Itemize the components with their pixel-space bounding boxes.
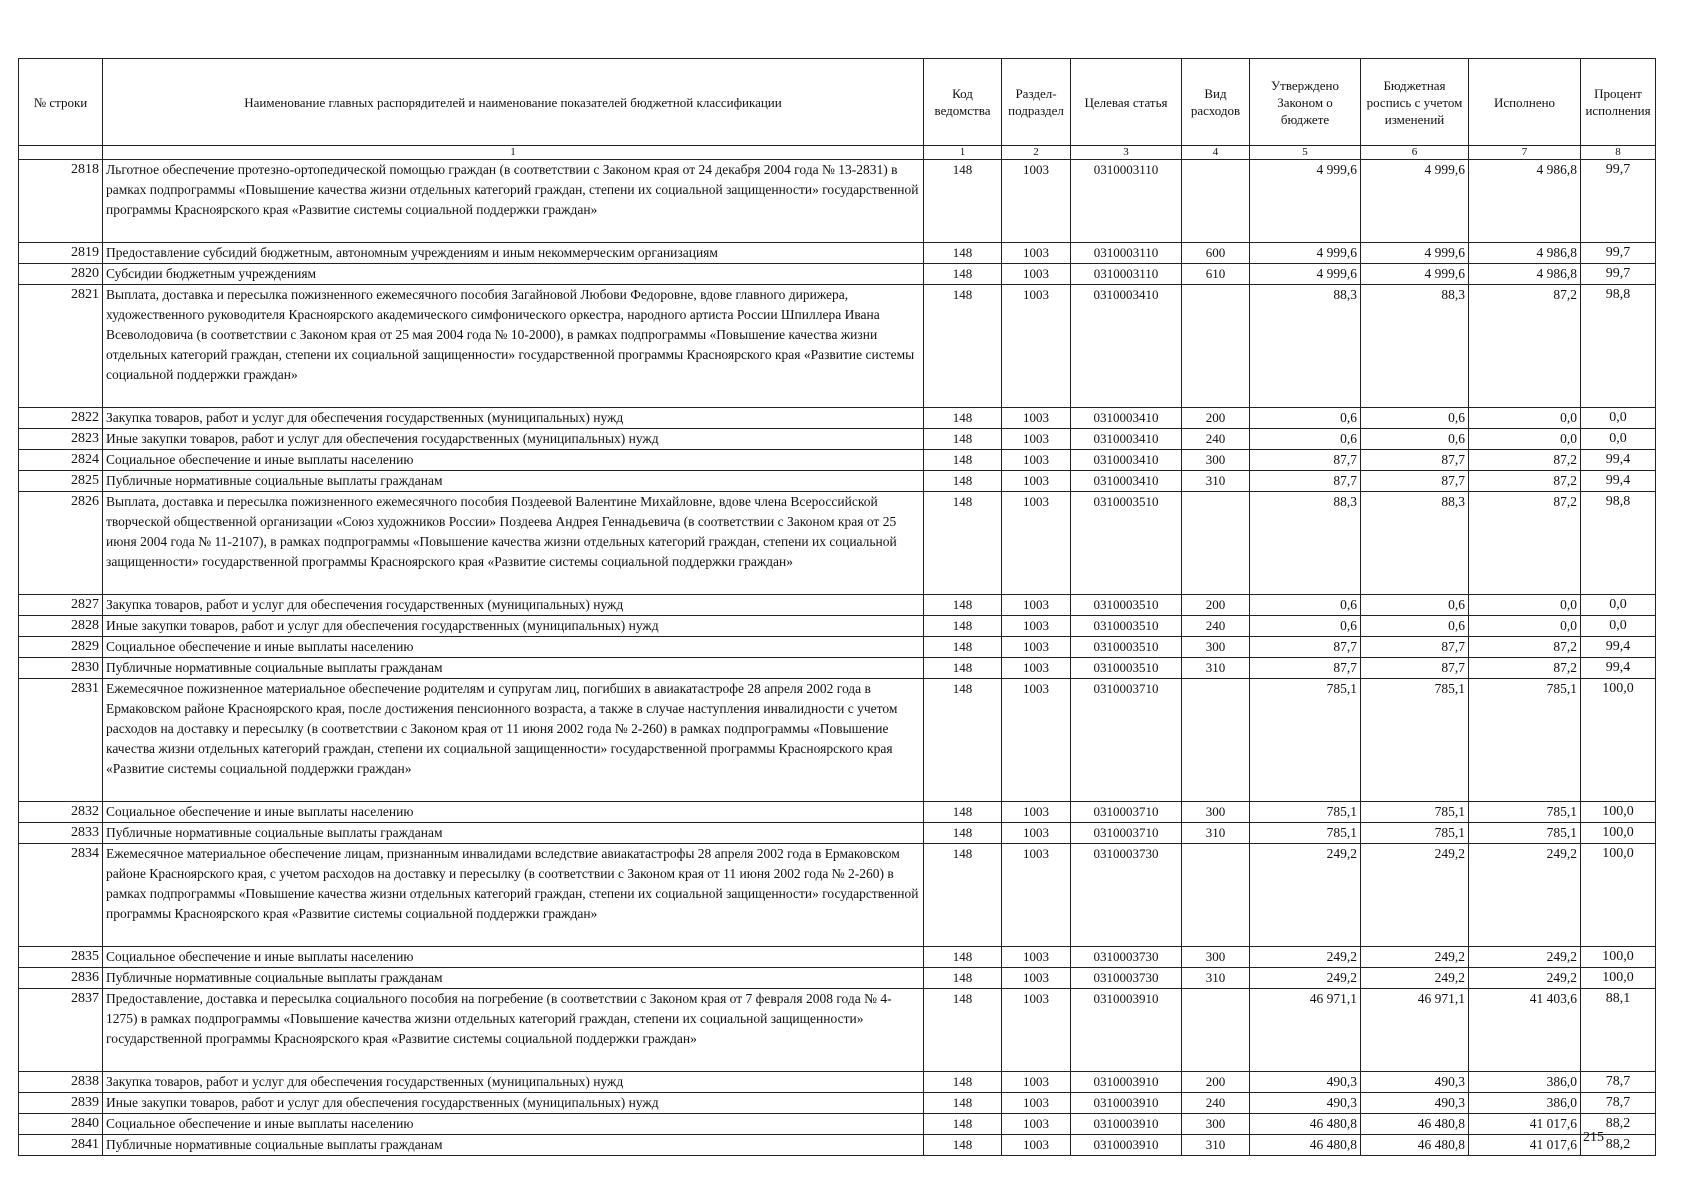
column-number: 1 — [924, 146, 1002, 160]
dept-code: 148 — [924, 408, 1002, 429]
schedule-amount: 88,3 — [1361, 285, 1469, 408]
table-row — [19, 285, 1656, 408]
expense-kind — [1182, 285, 1250, 408]
executed-amount: 785,1 — [1469, 679, 1581, 802]
indicator-name: Закупка товаров, работ и услуг для обеспечения государственных (муниципальных) нужд — [103, 595, 924, 616]
table-row — [19, 1072, 1656, 1093]
schedule-amount: 0,6 — [1361, 595, 1469, 616]
section-code: 1003 — [1002, 989, 1071, 1072]
executed-amount: 87,2 — [1469, 471, 1581, 492]
dept-code: 148 — [924, 989, 1002, 1072]
column-number — [19, 146, 103, 160]
dept-code: 148 — [924, 492, 1002, 595]
schedule-amount: 46 480,8 — [1361, 1135, 1469, 1156]
expense-kind: 310 — [1182, 823, 1250, 844]
indicator-name: Публичные нормативные социальные выплаты гражданам — [103, 1135, 924, 1156]
row-number: 2826 — [19, 492, 103, 595]
table-row — [19, 408, 1656, 429]
indicator-name: Ежемесячное материальное обеспечение лицам, признанным инвалидами вследствие авиакатастрофы 28 апреля 2002 года в Ермаковском районе Красноярского края, с учетом расходов на доставку и пересылку (в соответствии с Законом края от 11 июня 2002 года № 2-260) в рамках подпрограммы «Повышение качества жизни отдельных категорий граждан, степени их социальной защищенности» государственной программы Красноярского края «Развитие системы социальной поддержки граждан» — [103, 844, 924, 947]
dept-code: 148 — [924, 679, 1002, 802]
dept-code: 148 — [924, 595, 1002, 616]
column-number: 6 — [1361, 146, 1469, 160]
schedule-amount: 0,6 — [1361, 429, 1469, 450]
expense-kind: 310 — [1182, 658, 1250, 679]
header-row — [19, 59, 1656, 146]
expense-kind: 310 — [1182, 471, 1250, 492]
section-code: 1003 — [1002, 1093, 1071, 1114]
execution-percent: 100,0 — [1581, 823, 1656, 844]
schedule-amount: 0,6 — [1361, 408, 1469, 429]
dept-code: 148 — [924, 243, 1002, 264]
executed-amount: 4 986,8 — [1469, 264, 1581, 285]
approved-amount: 785,1 — [1250, 679, 1361, 802]
expense-kind — [1182, 679, 1250, 802]
expense-kind: 300 — [1182, 450, 1250, 471]
approved-amount: 785,1 — [1250, 823, 1361, 844]
row-number: 2841 — [19, 1135, 103, 1156]
indicator-name: Предоставление субсидий бюджетным, автономным учреждениям и иным некоммерческим организациям — [103, 243, 924, 264]
row-number: 2824 — [19, 450, 103, 471]
row-number: 2820 — [19, 264, 103, 285]
execution-percent: 99,7 — [1581, 243, 1656, 264]
section-code: 1003 — [1002, 947, 1071, 968]
execution-percent: 0,0 — [1581, 429, 1656, 450]
column-number: 1 — [103, 146, 924, 160]
table-row — [19, 679, 1656, 802]
target-article: 0310003410 — [1071, 450, 1182, 471]
schedule-amount: 4 999,6 — [1361, 264, 1469, 285]
approved-amount: 87,7 — [1250, 658, 1361, 679]
expense-kind — [1182, 160, 1250, 243]
dept-code: 148 — [924, 450, 1002, 471]
row-number: 2825 — [19, 471, 103, 492]
dept-code: 148 — [924, 1072, 1002, 1093]
target-article: 0310003710 — [1071, 679, 1182, 802]
dept-code: 148 — [924, 823, 1002, 844]
executed-amount: 41 017,6 — [1469, 1135, 1581, 1156]
dept-code: 148 — [924, 285, 1002, 408]
header-expense-kind: Вид расходов — [1182, 59, 1250, 146]
schedule-amount: 46 971,1 — [1361, 989, 1469, 1072]
approved-amount: 785,1 — [1250, 802, 1361, 823]
table-row — [19, 429, 1656, 450]
dept-code: 148 — [924, 429, 1002, 450]
target-article: 0310003110 — [1071, 160, 1182, 243]
table-row — [19, 1114, 1656, 1135]
target-article: 0310003510 — [1071, 595, 1182, 616]
schedule-amount: 785,1 — [1361, 823, 1469, 844]
target-article: 0310003910 — [1071, 1114, 1182, 1135]
approved-amount: 88,3 — [1250, 492, 1361, 595]
row-number: 2831 — [19, 679, 103, 802]
approved-amount: 4 999,6 — [1250, 264, 1361, 285]
executed-amount: 785,1 — [1469, 823, 1581, 844]
row-number: 2834 — [19, 844, 103, 947]
approved-amount: 490,3 — [1250, 1072, 1361, 1093]
expense-kind: 300 — [1182, 947, 1250, 968]
table-row — [19, 823, 1656, 844]
execution-percent: 99,7 — [1581, 264, 1656, 285]
indicator-name: Иные закупки товаров, работ и услуг для обеспечения государственных (муниципальных) нужд — [103, 429, 924, 450]
expense-kind: 240 — [1182, 429, 1250, 450]
table-row — [19, 160, 1656, 243]
header-dept-code: Код ведомства — [924, 59, 1002, 146]
executed-amount: 249,2 — [1469, 947, 1581, 968]
table-row — [19, 616, 1656, 637]
executed-amount: 4 986,8 — [1469, 160, 1581, 243]
target-article: 0310003730 — [1071, 947, 1182, 968]
expense-kind: 200 — [1182, 595, 1250, 616]
dept-code: 148 — [924, 1114, 1002, 1135]
executed-amount: 0,0 — [1469, 429, 1581, 450]
target-article: 0310003410 — [1071, 429, 1182, 450]
row-number: 2830 — [19, 658, 103, 679]
page-number: 215 — [1583, 1130, 1604, 1145]
execution-percent: 0,0 — [1581, 616, 1656, 637]
target-article: 0310003710 — [1071, 802, 1182, 823]
executed-amount: 41 403,6 — [1469, 989, 1581, 1072]
approved-amount: 490,3 — [1250, 1093, 1361, 1114]
indicator-name: Иные закупки товаров, работ и услуг для обеспечения государственных (муниципальных) нужд — [103, 616, 924, 637]
executed-amount: 87,2 — [1469, 285, 1581, 408]
header-executed: Исполнено — [1469, 59, 1581, 146]
schedule-amount: 785,1 — [1361, 679, 1469, 802]
row-number: 2836 — [19, 968, 103, 989]
target-article: 0310003910 — [1071, 1135, 1182, 1156]
indicator-name: Субсидии бюджетным учреждениям — [103, 264, 924, 285]
target-article: 0310003730 — [1071, 968, 1182, 989]
approved-amount: 0,6 — [1250, 616, 1361, 637]
execution-percent: 99,4 — [1581, 637, 1656, 658]
indicator-name: Публичные нормативные социальные выплаты гражданам — [103, 658, 924, 679]
schedule-amount: 249,2 — [1361, 844, 1469, 947]
section-code: 1003 — [1002, 492, 1071, 595]
dept-code: 148 — [924, 968, 1002, 989]
table-row — [19, 802, 1656, 823]
approved-amount: 46 480,8 — [1250, 1114, 1361, 1135]
execution-percent: 100,0 — [1581, 679, 1656, 802]
section-code: 1003 — [1002, 264, 1071, 285]
table-row — [19, 637, 1656, 658]
schedule-amount: 87,7 — [1361, 450, 1469, 471]
executed-amount: 4 986,8 — [1469, 243, 1581, 264]
target-article: 0310003710 — [1071, 823, 1182, 844]
column-number: 5 — [1250, 146, 1361, 160]
approved-amount: 249,2 — [1250, 947, 1361, 968]
expense-kind — [1182, 989, 1250, 1072]
approved-amount: 88,3 — [1250, 285, 1361, 408]
indicator-name: Предоставление, доставка и пересылка социального пособия на погребение (в соответствии с Законом края от 7 февраля 2008 года № 4-1275) в рамках подпрограммы «Повышение качества жизни отдельных категорий граждан, степени их социальной защищенности» государственной программы Красноярского края «Развитие системы социальной поддержки граждан» — [103, 989, 924, 1072]
executed-amount: 87,2 — [1469, 450, 1581, 471]
expense-kind: 200 — [1182, 1072, 1250, 1093]
indicator-name: Публичные нормативные социальные выплаты гражданам — [103, 471, 924, 492]
target-article: 0310003510 — [1071, 637, 1182, 658]
table-row — [19, 264, 1656, 285]
execution-percent: 99,4 — [1581, 658, 1656, 679]
table-row — [19, 243, 1656, 264]
section-code: 1003 — [1002, 968, 1071, 989]
target-article: 0310003910 — [1071, 1072, 1182, 1093]
execution-percent: 100,0 — [1581, 844, 1656, 947]
dept-code: 148 — [924, 947, 1002, 968]
schedule-amount: 88,3 — [1361, 492, 1469, 595]
section-code: 1003 — [1002, 658, 1071, 679]
table-body — [19, 160, 1656, 1156]
section-code: 1003 — [1002, 243, 1071, 264]
indicator-name: Выплата, доставка и пересылка пожизненного ежемесячного пособия Поздеевой Валентине Михайловне, вдове члена Всероссийской творческой общественной организации «Союз художников России» Поздеева Андрея Геннадьевича (в соответствии с Законом края от 25 июня 2004 года № 11-2107), в рамках подпрограммы «Повышение качества жизни отдельных категорий граждан, степени их социальной защищенности» государственной программы Красноярского края «Развитие системы социальной поддержки граждан» — [103, 492, 924, 595]
section-code: 1003 — [1002, 1114, 1071, 1135]
row-number: 2839 — [19, 1093, 103, 1114]
execution-percent: 99,4 — [1581, 471, 1656, 492]
indicator-name: Иные закупки товаров, работ и услуг для обеспечения государственных (муниципальных) нужд — [103, 1093, 924, 1114]
section-code: 1003 — [1002, 160, 1071, 243]
table-row — [19, 595, 1656, 616]
dept-code: 148 — [924, 1135, 1002, 1156]
expense-kind: 240 — [1182, 1093, 1250, 1114]
executed-amount: 87,2 — [1469, 658, 1581, 679]
table-row — [19, 968, 1656, 989]
section-code: 1003 — [1002, 823, 1071, 844]
table-row — [19, 989, 1656, 1072]
column-number: 3 — [1071, 146, 1182, 160]
execution-percent: 100,0 — [1581, 968, 1656, 989]
row-number: 2835 — [19, 947, 103, 968]
schedule-amount: 490,3 — [1361, 1072, 1469, 1093]
table-row — [19, 947, 1656, 968]
schedule-amount: 87,7 — [1361, 471, 1469, 492]
target-article: 0310003910 — [1071, 1093, 1182, 1114]
indicator-name: Закупка товаров, работ и услуг для обеспечения государственных (муниципальных) нужд — [103, 1072, 924, 1093]
approved-amount: 0,6 — [1250, 408, 1361, 429]
approved-amount: 249,2 — [1250, 844, 1361, 947]
row-number: 2837 — [19, 989, 103, 1072]
header-percent: Процент исполнения — [1581, 59, 1656, 146]
section-code: 1003 — [1002, 616, 1071, 637]
expense-kind — [1182, 492, 1250, 595]
target-article: 0310003110 — [1071, 264, 1182, 285]
executed-amount: 0,0 — [1469, 595, 1581, 616]
execution-percent: 88,2 — [1581, 1135, 1656, 1156]
header-name: Наименование главных распорядителей и наименование показателей бюджетной классификации — [103, 59, 924, 146]
section-code: 1003 — [1002, 637, 1071, 658]
target-article: 0310003910 — [1071, 989, 1182, 1072]
execution-percent: 99,4 — [1581, 450, 1656, 471]
table-row — [19, 1093, 1656, 1114]
indicator-name: Ежемесячное пожизненное материальное обеспечение родителям и супругам лиц, погибших в авиакатастрофе 28 апреля 2002 года в Ермаковском районе Красноярского края, после достижения пенсионного возраста, а также в случае наступления инвалидности с учетом расходов на доставку и пересылку (в соответствии с Законом края от 11 июня 2002 года № 2-260) в рамках подпрограммы «Повышение качества жизни отдельных категорий граждан, степени их социальной защищенности» государственной программы Красноярского края «Развитие системы социальной поддержки граждан» — [103, 679, 924, 802]
approved-amount: 87,7 — [1250, 450, 1361, 471]
executed-amount: 0,0 — [1469, 408, 1581, 429]
schedule-amount: 4 999,6 — [1361, 243, 1469, 264]
row-number: 2838 — [19, 1072, 103, 1093]
execution-percent: 98,8 — [1581, 492, 1656, 595]
target-article: 0310003410 — [1071, 471, 1182, 492]
target-article: 0310003730 — [1071, 844, 1182, 947]
row-number: 2822 — [19, 408, 103, 429]
dept-code: 148 — [924, 1093, 1002, 1114]
execution-percent: 98,8 — [1581, 285, 1656, 408]
execution-percent: 88,2 — [1581, 1114, 1656, 1135]
expense-kind: 310 — [1182, 968, 1250, 989]
execution-percent: 78,7 — [1581, 1072, 1656, 1093]
execution-percent: 100,0 — [1581, 802, 1656, 823]
section-code: 1003 — [1002, 408, 1071, 429]
row-number: 2823 — [19, 429, 103, 450]
section-code: 1003 — [1002, 429, 1071, 450]
row-number: 2828 — [19, 616, 103, 637]
schedule-amount: 87,7 — [1361, 637, 1469, 658]
target-article: 0310003510 — [1071, 616, 1182, 637]
dept-code: 148 — [924, 658, 1002, 679]
row-number: 2819 — [19, 243, 103, 264]
indicator-name: Социальное обеспечение и иные выплаты населению — [103, 450, 924, 471]
approved-amount: 87,7 — [1250, 637, 1361, 658]
expense-kind: 610 — [1182, 264, 1250, 285]
budget-table — [18, 58, 1656, 1156]
header-target-article: Целевая статья — [1071, 59, 1182, 146]
schedule-amount: 87,7 — [1361, 658, 1469, 679]
expense-kind: 300 — [1182, 1114, 1250, 1135]
expense-kind: 200 — [1182, 408, 1250, 429]
target-article: 0310003510 — [1071, 658, 1182, 679]
budget-table-sheet — [18, 58, 1655, 1156]
section-code: 1003 — [1002, 1072, 1071, 1093]
row-number: 2827 — [19, 595, 103, 616]
approved-amount: 46 971,1 — [1250, 989, 1361, 1072]
indicator-name: Льготное обеспечение протезно-ортопедической помощью граждан (в соответствии с Законом края от 24 декабря 2004 года № 13-2831) в рамках подпрограммы «Повышение качества жизни отдельных категорий граждан, степени их социальной защищенности» государственной программы Красноярского края «Развитие системы социальной поддержки граждан» — [103, 160, 924, 243]
table-row — [19, 492, 1656, 595]
row-number: 2821 — [19, 285, 103, 408]
dept-code: 148 — [924, 160, 1002, 243]
approved-amount: 4 999,6 — [1250, 243, 1361, 264]
indicator-name: Выплата, доставка и пересылка пожизненного ежемесячного пособия Загайновой Любови Федоровне, вдове главного дирижера, художественного руководителя Красноярского академического симфонического оркестра, народного артиста России Шпиллера Ивана Всеволодовича (в соответствии с Законом края от 25 мая 2004 года № 10-2000), в рамках подпрограммы «Повышение качества жизни отдельных категорий граждан, степени их социальной защищенности» государственной программы Красноярского края «Развитие системы социальной поддержки граждан» — [103, 285, 924, 408]
execution-percent: 0,0 — [1581, 408, 1656, 429]
indicator-name: Публичные нормативные социальные выплаты гражданам — [103, 823, 924, 844]
column-number: 8 — [1581, 146, 1656, 160]
expense-kind: 240 — [1182, 616, 1250, 637]
schedule-amount: 0,6 — [1361, 616, 1469, 637]
execution-percent: 88,1 — [1581, 989, 1656, 1072]
indicator-name: Социальное обеспечение и иные выплаты населению — [103, 802, 924, 823]
expense-kind — [1182, 844, 1250, 947]
schedule-amount: 249,2 — [1361, 968, 1469, 989]
row-number: 2840 — [19, 1114, 103, 1135]
table-row — [19, 1135, 1656, 1156]
execution-percent: 99,7 — [1581, 160, 1656, 243]
column-number: 4 — [1182, 146, 1250, 160]
table-row — [19, 844, 1656, 947]
target-article: 0310003510 — [1071, 492, 1182, 595]
expense-kind: 300 — [1182, 802, 1250, 823]
schedule-amount: 249,2 — [1361, 947, 1469, 968]
execution-percent: 0,0 — [1581, 595, 1656, 616]
indicator-name: Социальное обеспечение и иные выплаты населению — [103, 947, 924, 968]
executed-amount: 785,1 — [1469, 802, 1581, 823]
dept-code: 148 — [924, 471, 1002, 492]
dept-code: 148 — [924, 264, 1002, 285]
section-code: 1003 — [1002, 679, 1071, 802]
executed-amount: 87,2 — [1469, 637, 1581, 658]
approved-amount: 46 480,8 — [1250, 1135, 1361, 1156]
approved-amount: 87,7 — [1250, 471, 1361, 492]
expense-kind: 310 — [1182, 1135, 1250, 1156]
column-number-row — [19, 146, 1656, 160]
table-row — [19, 450, 1656, 471]
dept-code: 148 — [924, 802, 1002, 823]
approved-amount: 249,2 — [1250, 968, 1361, 989]
dept-code: 148 — [924, 637, 1002, 658]
table-row — [19, 471, 1656, 492]
header-row-number: № строки — [19, 59, 103, 146]
row-number: 2833 — [19, 823, 103, 844]
expense-kind: 300 — [1182, 637, 1250, 658]
approved-amount: 0,6 — [1250, 595, 1361, 616]
indicator-name: Социальное обеспечение и иные выплаты населению — [103, 1114, 924, 1135]
executed-amount: 41 017,6 — [1469, 1114, 1581, 1135]
executed-amount: 87,2 — [1469, 492, 1581, 595]
target-article: 0310003410 — [1071, 408, 1182, 429]
row-number: 2832 — [19, 802, 103, 823]
executed-amount: 0,0 — [1469, 616, 1581, 637]
approved-amount: 0,6 — [1250, 429, 1361, 450]
target-article: 0310003410 — [1071, 285, 1182, 408]
section-code: 1003 — [1002, 1135, 1071, 1156]
section-code: 1003 — [1002, 471, 1071, 492]
header-approved: Утверждено Законом о бюджете — [1250, 59, 1361, 146]
column-number: 7 — [1469, 146, 1581, 160]
executed-amount: 249,2 — [1469, 844, 1581, 947]
indicator-name: Социальное обеспечение и иные выплаты населению — [103, 637, 924, 658]
section-code: 1003 — [1002, 802, 1071, 823]
execution-percent: 78,7 — [1581, 1093, 1656, 1114]
section-code: 1003 — [1002, 450, 1071, 471]
row-number: 2818 — [19, 160, 103, 243]
schedule-amount: 785,1 — [1361, 802, 1469, 823]
table-row — [19, 658, 1656, 679]
header-schedule: Бюджетная роспись с учетом изменений — [1361, 59, 1469, 146]
section-code: 1003 — [1002, 844, 1071, 947]
indicator-name: Закупка товаров, работ и услуг для обеспечения государственных (муниципальных) нужд — [103, 408, 924, 429]
schedule-amount: 46 480,8 — [1361, 1114, 1469, 1135]
dept-code: 148 — [924, 844, 1002, 947]
column-number: 2 — [1002, 146, 1071, 160]
executed-amount: 249,2 — [1469, 968, 1581, 989]
executed-amount: 386,0 — [1469, 1072, 1581, 1093]
header-section: Раздел-подраздел — [1002, 59, 1071, 146]
expense-kind: 600 — [1182, 243, 1250, 264]
approved-amount: 4 999,6 — [1250, 160, 1361, 243]
executed-amount: 386,0 — [1469, 1093, 1581, 1114]
schedule-amount: 4 999,6 — [1361, 160, 1469, 243]
section-code: 1003 — [1002, 285, 1071, 408]
execution-percent: 100,0 — [1581, 947, 1656, 968]
indicator-name: Публичные нормативные социальные выплаты гражданам — [103, 968, 924, 989]
schedule-amount: 490,3 — [1361, 1093, 1469, 1114]
dept-code: 148 — [924, 616, 1002, 637]
section-code: 1003 — [1002, 595, 1071, 616]
target-article: 0310003110 — [1071, 243, 1182, 264]
row-number: 2829 — [19, 637, 103, 658]
